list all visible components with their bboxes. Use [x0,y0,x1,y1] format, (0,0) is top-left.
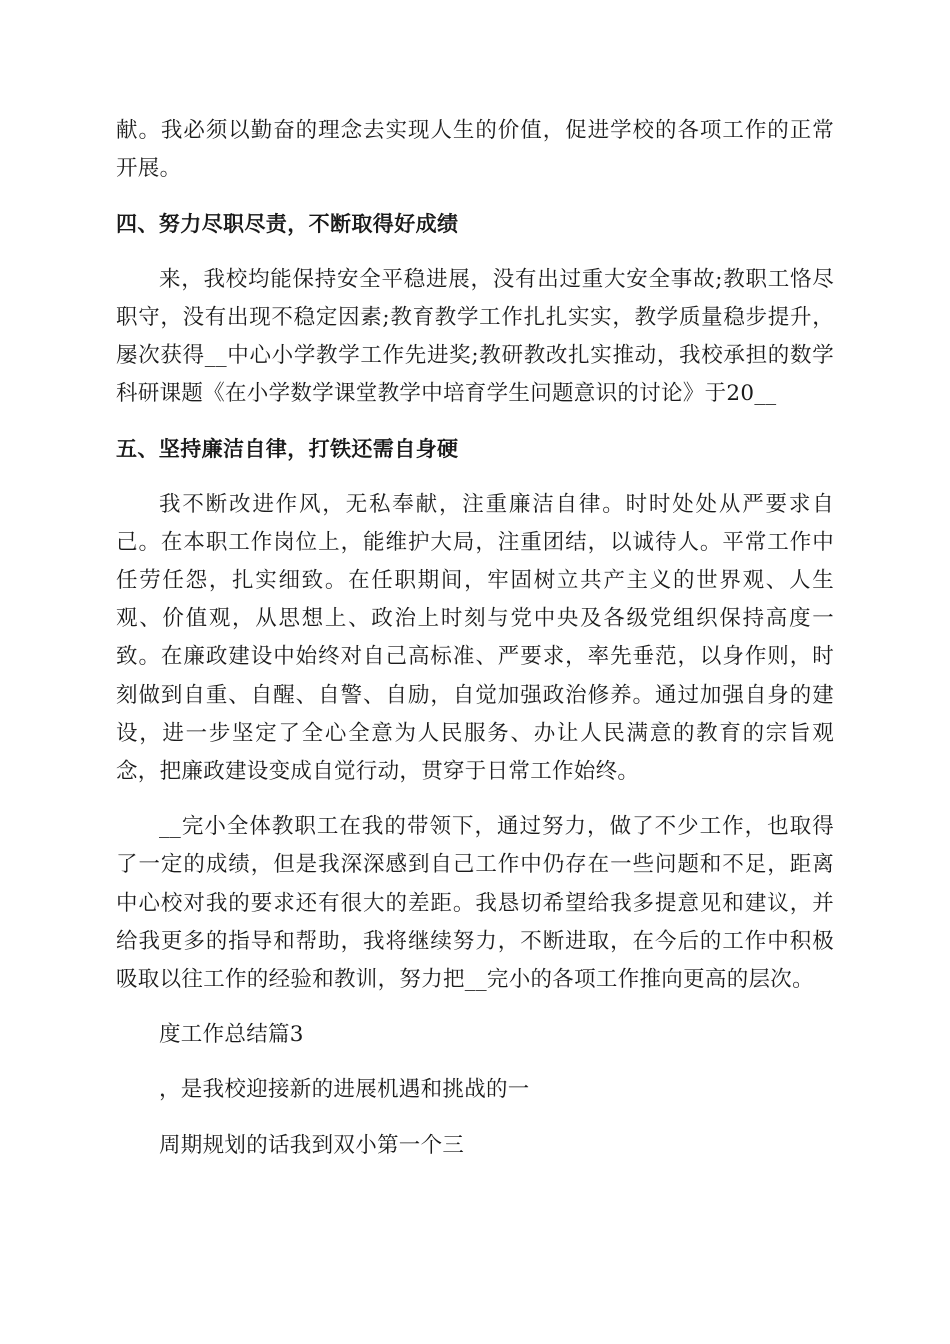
document-body [116,112,834,1165]
section-4-paragraph: 来，我校均能保持安全平稳进展，没有出过重大安全事故;教职工恪尽职守，没有出现不稳定因素;教育教学工作扎扎实实，教学质量稳步提升，屡次获得__中心小学教学工作先进奖;教研教改扎实推动，我校承担的数学科研课题《在小学数学课堂教学中培育学生问题意识的讨论》于20__ [116,266,834,407]
summary-line-2: 周期规划的话我到双小第一个三 [159,1132,465,1158]
intro-paragraph: 献。我必须以勤奋的理念去实现人生的价值，促进学校的各项工作的正常开展。 [116,118,834,182]
closing-paragraph: __完小全体教职工在我的带领下，通过努力，做了不少工作，也取得了一定的成绩，但是我深深感到自己工作中仍存在一些问题和不足，距离中心校对我的要求还有很大的差距。我恳切希望给我多提意见和建议，并给我更多的指导和帮助，我将继续努力，不断进取，在今后的工作中积极吸取以往工作的经验和教训，努力把__完小的各项工作推向更高的层次。 [116,814,834,993]
summary-section-title: 度工作总结篇3 [159,1022,304,1048]
summary-line-1: ，是我校迎接新的进展机遇和挑战的一 [159,1077,530,1103]
section-5-paragraph: 我不断改进作风，无私奉献，注重廉洁自律。时时处处从严要求自己。在本职工作岗位上，能维护大局，注重团结，以诚待人。平常工作中任劳任怨，扎实细致。在任职期间，牢固树立共产主义的世界观、人生观、价值观，从思想上、政治上时刻与党中央及各级党组织保持高度一致。在廉政建设中始终对自己高标准、严要求，率先垂范，以身作则，时刻做到自重、自醒、自警、自励，自觉加强政治修养。通过加强自身的建设，进一步坚定了全心全意为人民服务、办让人民满意的教育的宗旨观念，把廉政建设变成自觉行动，贯穿于日常工作始终。 [116,491,834,785]
section-heading-4: 四、努力尽职尽责，不断取得好成绩 [116,212,459,237]
section-heading-5: 五、坚持廉洁自律，打铁还需自身硬 [116,437,459,462]
